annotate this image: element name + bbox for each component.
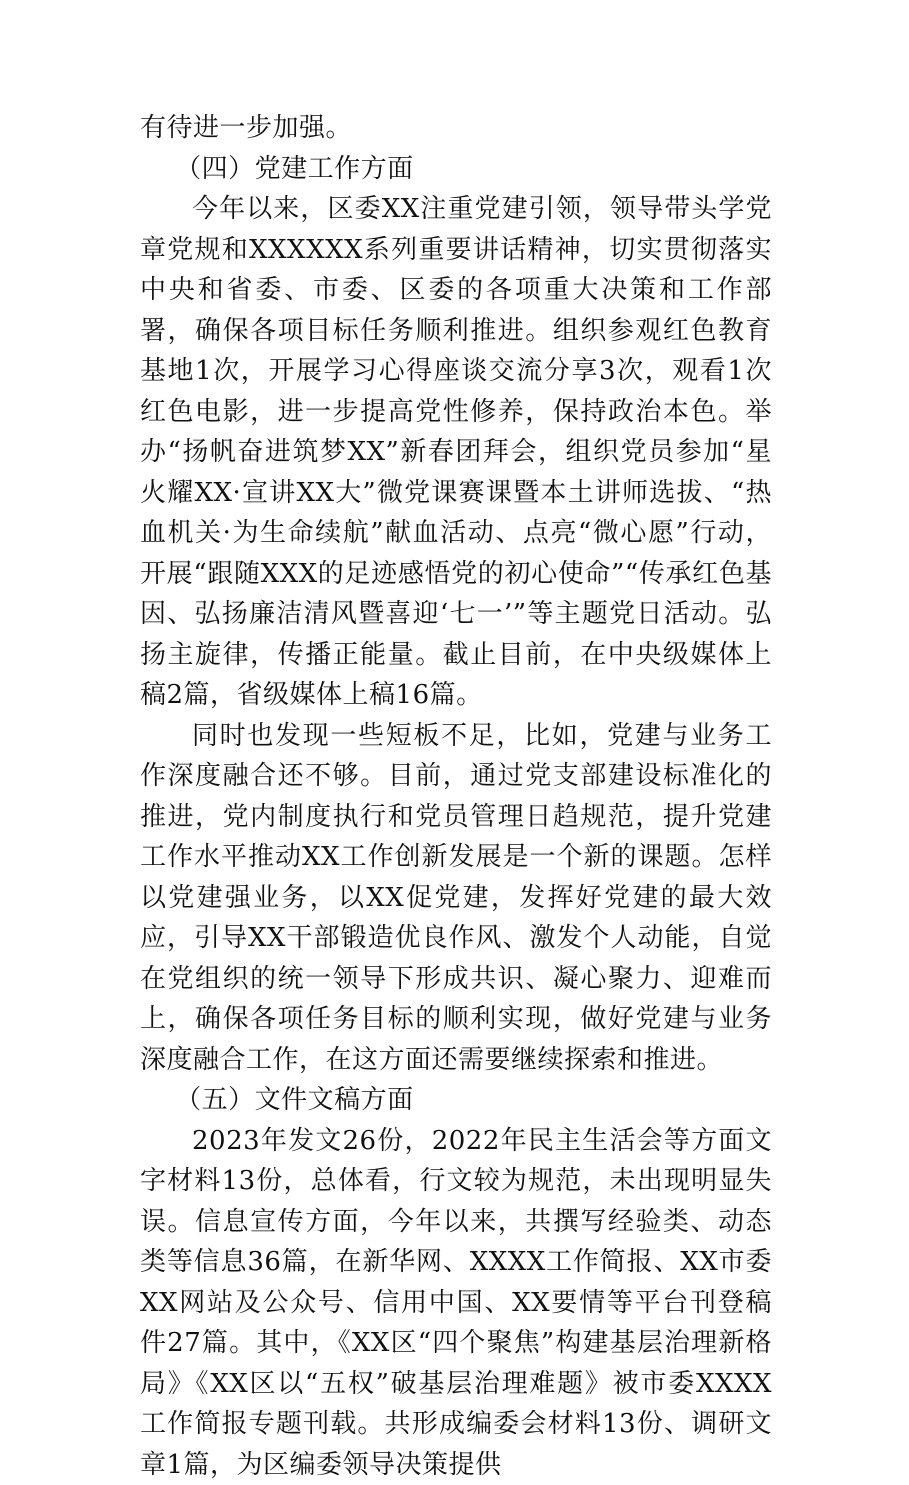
paragraph-party-building: 今年以来，区委XX注重党建引领，领导带头学党章党规和XXXXXX系列重要讲话精神，切实贯彻落实中央和省委、市委、区委的各项重大决策和工作部署，确保各项目标任务顺利推进。组织参观红色教育基地1次，开展学习心得座谈交流分享3次，观看1次红色电影，进一步提高党性修养，保持政治本色。举办“扬帆奋进筑梦XX”新春团拜会，组织党员参加“星火耀XX·宣讲XX大”微党课赛课暨本土讲师选拔、“热血机关·为生命续航”献血活动、点亮“微心愿”行动，开展“跟随XXX的足迹感悟党的初心使命”“传承红色基因、弘扬廉洁清风暨喜迎‘七一’”等主题党日活动。弘扬主旋律，传播正能量。截止目前，在中央级媒体上稿2篇，省级媒体上稿16篇。	[140, 189, 772, 716]
paragraph-shortcomings: 同时也发现一些短板不足，比如，党建与业务工作深度融合还不够。目前，通过党支部建设标准化的推进，党内制度执行和党员管理日趋规范，提升党建工作水平推动XX工作创新发展是一个新的课题。怎样以党建强业务，以XX促党建，发挥好党建的最大效应，引导XX干部锻造优良作风、激发个人动能，自觉在党组织的统一领导下形成共识、凝心聚力、迎难而上，确保各项任务目标的顺利实现，做好党建与业务深度融合工作，在这方面还需要继续探索和推进。	[140, 716, 772, 1081]
document-page	[140, 108, 772, 1485]
paragraph-continuation: 有待进一步加强。	[140, 108, 772, 149]
section-heading-party-building: （四）党建工作方面	[140, 149, 772, 190]
paragraph-documents: 2023年发文26份，2022年民主生活会等方面文字材料13份，总体看，行文较为规范，未出现明显失误。信息宣传方面，今年以来，共撰写经验类、动态类等信息36篇，在新华网、XXXX工作简报、XX市委XX网站及公众号、信用中国、XX要情等平台刊登稿件27篇。其中，《XX区“四个聚焦”构建基层治理新格局》《XX区以“五权”破基层治理难题》被市委XXXX工作简报专题刊载。共形成编委会材料13份、调研文章1篇，为区编委领导决策提供	[140, 1121, 772, 1485]
section-heading-documents: （五）文件文稿方面	[140, 1080, 772, 1121]
